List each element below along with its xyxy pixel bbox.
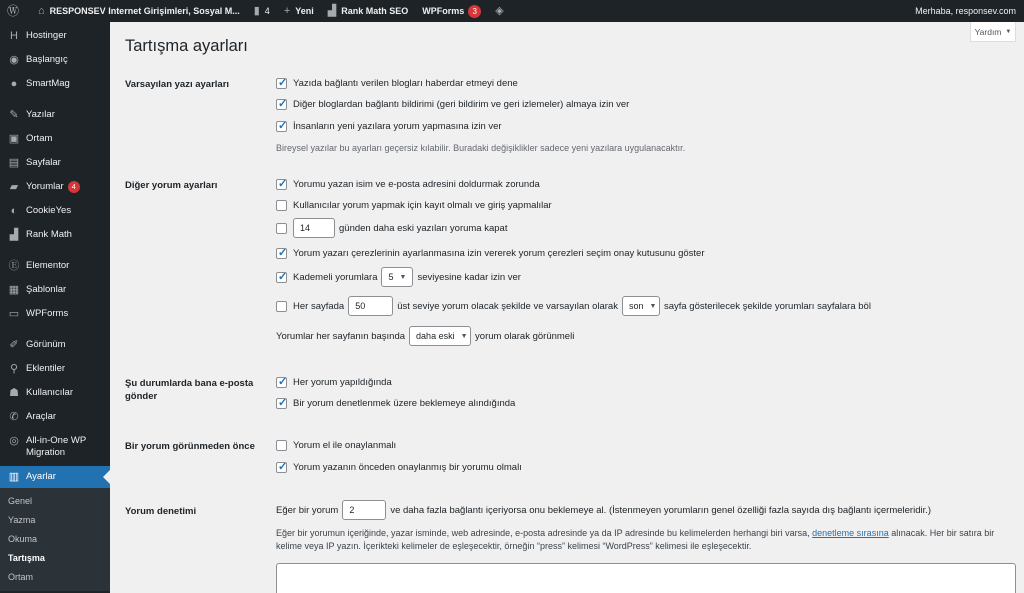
checkbox[interactable] xyxy=(276,398,287,409)
checkbox[interactable] xyxy=(276,200,287,211)
menu-appearance[interactable]: ✐ Görünüm xyxy=(9,339,66,351)
close-days-input[interactable]: 14 xyxy=(293,218,335,238)
option-threaded-comments[interactable]: ✓ Kademeli yorumlara 5 ▼ seviyesine kadar izin ver xyxy=(276,267,521,287)
checkbox[interactable] xyxy=(276,462,287,473)
option-allow-comments[interactable]: ✓ İnsanların yeni yazılara yorum yapmasına izin ver xyxy=(276,121,502,132)
migration-icon: ◎ xyxy=(9,435,19,447)
option-require-registration[interactable]: Kullanıcılar yorum yapmak için kayıt olmalı ve giriş yapmalılar xyxy=(276,200,552,211)
menu-media[interactable]: ▣ Ortam xyxy=(8,133,53,145)
users-icon: ☗ xyxy=(9,387,19,399)
section-label: Diğer yorum ayarları xyxy=(125,180,218,191)
menu-posts[interactable]: ✎ Yazılar xyxy=(9,109,55,121)
diamond-icon: ◈ xyxy=(495,4,504,17)
comments-icon: ▰ xyxy=(9,181,19,193)
cookie-icon: ◐ xyxy=(10,205,18,217)
option-close-comments[interactable]: 14 günden daha eski yazıları yoruma kapat xyxy=(276,218,507,238)
moderation-description: Eğer bir yorumun içeriğinde, yazar isminde, web adresinde, e-posta adresinde ya da IP adresinde bu kelimelerden herhangi biri varsa, denetleme sırasına alınacak. Her bir satıra bir kelime veya IP yazın. İçerikteki kelimeler de eşleşecektir, örneğin “press” kelimesi “WordPress” kelimesi ile eşleşecektir. xyxy=(276,528,995,551)
appearance-icon: ✐ xyxy=(9,339,19,351)
option-paginate-comments[interactable]: Her sayfada 50 üst seviye yorum olacak şekilde ve varsayılan olarak son ▼ sayfa gösterilecek şekilde yorumları sayfalara böl xyxy=(276,296,871,316)
checkbox[interactable] xyxy=(276,377,287,388)
option-previously-approved[interactable]: ✓ Yorum yazanın önceden onaylanmış bir yorumu olmalı xyxy=(276,462,522,473)
account-greeting[interactable]: Merhaba, responsev.com xyxy=(915,6,1016,16)
tools-icon: ✆ xyxy=(9,411,19,423)
help-tab-button[interactable]: Yardım ▼ xyxy=(970,22,1016,42)
wpforms-badge: 3 xyxy=(468,5,481,18)
section-label: Şu durumlarda bana e-posta gönder xyxy=(125,378,254,402)
comments-link[interactable]: ▮ 4 xyxy=(253,4,270,17)
wordpress-logo-icon[interactable]: Ⓦ xyxy=(7,4,20,18)
submenu-writing[interactable]: Yazma xyxy=(8,515,36,525)
checkbox[interactable] xyxy=(276,179,287,190)
site-name-link[interactable]: ⌂ RESPONSEV Internet Girişimleri, Sosyal M... xyxy=(38,4,240,17)
elementor-icon: Ⓔ xyxy=(8,260,20,272)
option-comment-order: Yorumlar her sayfanın başında daha eski ▼ yorum olarak görünmeli xyxy=(276,326,574,346)
chevron-down-icon: ▼ xyxy=(399,273,407,281)
menu-rank-math[interactable]: ▟ Rank Math xyxy=(9,229,72,241)
menu-plugins[interactable]: ⚲ Eklentiler xyxy=(9,363,66,375)
submenu-general[interactable]: Genel xyxy=(8,496,33,506)
submenu-discussion[interactable]: Tartışma xyxy=(8,553,45,563)
section-label: Bir yorum görünmeden önce xyxy=(125,441,255,452)
menu-wpforms[interactable]: ▭ WPForms xyxy=(8,308,69,320)
media-icon: ▣ xyxy=(8,133,20,145)
section-description: Bireysel yazılar bu ayarları geçersiz kılabilir. Buradaki değişiklikler sadece yeni yazılara uygulanacaktır. xyxy=(276,143,686,153)
pin-icon: ✎ xyxy=(9,109,19,121)
menu-pages[interactable]: ▤ Sayfalar xyxy=(8,157,61,169)
comment-order-select[interactable]: daha eski ▼ xyxy=(409,326,471,346)
checkbox[interactable] xyxy=(276,121,287,132)
menu-elementor[interactable]: Ⓔ Elementor xyxy=(8,260,70,272)
menu-all-in-one-migration[interactable]: ◎ All-in-One WP Migration xyxy=(9,435,87,458)
comments-per-page-input[interactable]: 50 xyxy=(348,296,393,316)
hostinger-icon: H xyxy=(10,30,18,42)
admin-bar xyxy=(0,0,1024,22)
menu-smartmag[interactable]: ● SmartMag xyxy=(0,78,110,102)
settings-icon: ▥ xyxy=(8,471,20,483)
admin-sidebar xyxy=(0,22,110,593)
menu-users[interactable]: ☗ Kullanıcılar xyxy=(9,387,73,399)
wpforms-icon: ▭ xyxy=(8,308,20,320)
checkbox[interactable] xyxy=(276,78,287,89)
section-label: Varsayılan yazı ayarları xyxy=(125,79,230,90)
caret-down-icon: ▼ xyxy=(1005,28,1012,35)
option-pingbacks[interactable]: ✓ Yazıda bağlantı verilen blogları haberdar etmeyi dene xyxy=(276,78,518,89)
option-email-on-moderation[interactable]: ✓ Bir yorum denetlenmek üzere beklemeye alındığında xyxy=(276,398,515,409)
checkbox[interactable] xyxy=(276,440,287,451)
option-trackbacks[interactable]: ✓ Diğer bloglardan bağlantı bildirimi (geri bildirim ve geri izlemeler) almaya izin ver xyxy=(276,99,629,110)
comments-badge: 4 xyxy=(68,181,80,193)
option-require-name-email[interactable]: ✓ Yorumu yazan isim ve e-posta adresini doldurmak zorunda xyxy=(276,179,540,190)
checkbox[interactable] xyxy=(276,99,287,110)
home-icon: ⌂ xyxy=(38,4,45,17)
dashboard-icon: ◉ xyxy=(9,54,19,66)
section-label: Yorum denetimi xyxy=(125,506,197,517)
main-content xyxy=(110,22,1024,593)
option-manual-approval[interactable]: Yorum el ile onaylanmalı xyxy=(276,440,396,451)
thread-depth-select[interactable]: 5 ▼ xyxy=(381,267,413,287)
rankmath-icon: ▟ xyxy=(9,229,19,241)
rank-math-icon: ▟ xyxy=(327,4,337,17)
plus-icon: + xyxy=(283,4,291,17)
smartmag-icon: ● xyxy=(10,78,18,90)
option-email-on-comment[interactable]: ✓ Her yorum yapıldığında xyxy=(276,377,392,388)
menu-templates[interactable]: ▦ Şablonlar xyxy=(8,284,67,296)
menu-comments[interactable]: ▰ Yorumlar 4 xyxy=(0,181,110,205)
checkbox[interactable] xyxy=(276,248,287,259)
menu-hostinger[interactable]: H Hostinger xyxy=(0,30,110,54)
default-page-select[interactable]: son ▼ xyxy=(622,296,660,316)
chevron-down-icon: ▼ xyxy=(460,332,468,340)
option-cookies-opt-in[interactable]: ✓ Yorum yazarı çerezlerinin ayarlanmasına izin vererek yorum çerezleri seçim onay kutusunu göster xyxy=(276,248,705,259)
checkbox[interactable] xyxy=(276,223,287,234)
submenu-media[interactable]: Ortam xyxy=(8,572,34,582)
wpforms-link[interactable]: WPForms 3 xyxy=(415,0,488,22)
pages-icon: ▤ xyxy=(8,157,20,169)
checkbox[interactable] xyxy=(276,272,287,283)
plugins-icon: ⚲ xyxy=(9,363,19,375)
diamond-menu-link[interactable] xyxy=(488,0,515,22)
page-title: Tartışma ayarları xyxy=(125,37,248,55)
rank-math-link[interactable]: ▟ Rank Math SEO xyxy=(327,4,409,17)
menu-dashboard[interactable]: ◉ Başlangıç xyxy=(9,54,68,66)
option-hold-links: Eğer bir yorum 2 ve daha fazla bağlantı içeriyorsa onu beklemeye al. (İstenmeyen yorumların genel özelliği fazla sayıda dış bağlantı içermeleridir.) xyxy=(276,500,931,520)
templates-icon: ▦ xyxy=(8,284,20,296)
new-content-link[interactable]: + Yeni xyxy=(283,4,314,17)
settings-submenu xyxy=(0,488,110,591)
comment-bubble-icon: ▮ xyxy=(253,4,260,17)
menu-settings[interactable]: ▥ Ayarlar xyxy=(0,466,110,488)
moderation-keys-textarea[interactable] xyxy=(276,563,1016,593)
menu-tools[interactable]: ✆ Araçlar xyxy=(9,411,57,423)
menu-cookieyes[interactable]: ◐ CookieYes xyxy=(0,205,110,229)
chevron-down-icon: ▼ xyxy=(649,302,657,310)
submenu-reading[interactable]: Okuma xyxy=(8,534,38,544)
checkbox[interactable] xyxy=(276,301,287,312)
max-links-input[interactable]: 2 xyxy=(342,500,386,520)
moderation-queue-link[interactable]: denetleme sırasına xyxy=(812,528,889,538)
